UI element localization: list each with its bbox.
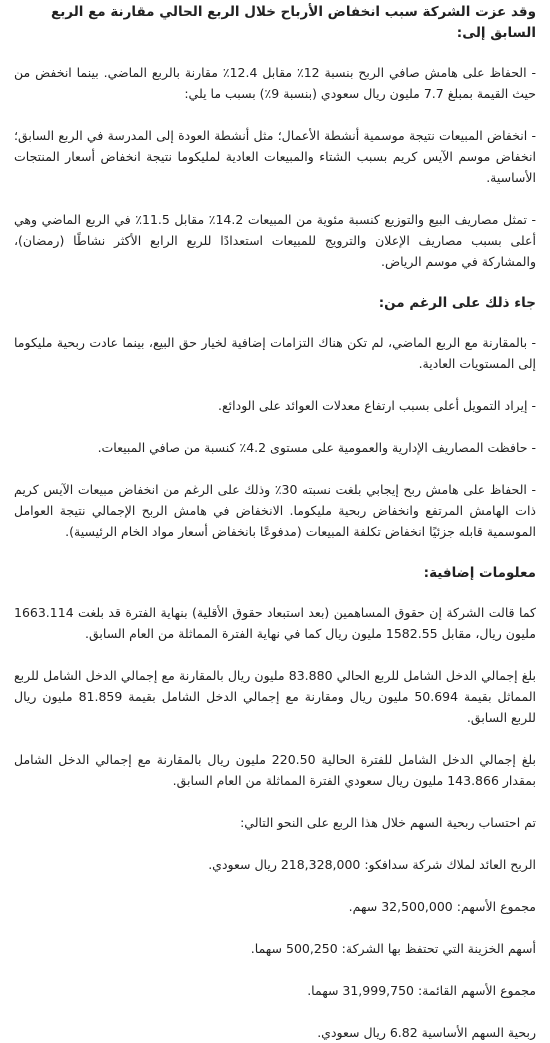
paragraph-treasury-shares: أسهم الخزينة التي تحتفظ بها الشركة: 500,250 سهما.	[250, 941, 536, 956]
paragraph-basic-eps: ربحية السهم الأساسية 6.82 ريال سعودي.	[317, 1025, 536, 1040]
paragraph-attributable-profit: الربح العائد لملاك شركة سدافكو: 218,328,000 ريال سعودي.	[208, 857, 536, 872]
paragraph-quarter-comprehensive-income: بلغ إجمالي الدخل الشامل للربع الحالي 83.880 مليون ريال بالمقارنة مع إجمالي الدخل الشامل للربع المماثل بقيمة 50.694 مليون ريال ومقارنة مع إجمالي الدخل الشامل بقيمة 81.859 مليون ريال للربع السابق.	[14, 668, 536, 725]
paragraph-outstanding-shares: مجموع الأسهم القائمة: 31,999,750 سهما.	[307, 983, 536, 998]
paragraph-net-margin: - الحفاظ على هامش صافي الربح بنسبة 12٪ مقابل 12.4٪ مقارنة بالربع الماضي. بينما انخفض من حيث القيمة بمبلغ 7.7 مليون ريال سعودي (بنسبة 9٪) بسبب ما يلي:	[14, 65, 536, 101]
paragraph-period-comprehensive-income: بلغ إجمالي الدخل الشامل للفترة الحالية 220.50 مليون ريال بالمقارنة مع إجمالي الدخل الشامل بمقدار 143.866 مليون ريال سعودي الفترة المماثلة من العام السابق.	[14, 752, 536, 788]
paragraph-shareholders-equity: كما قالت الشركة إن حقوق المساهمين (بعد استبعاد حقوق الأقلية) بنهاية الفترة قد بلغت 1663.114 مليون ريال، مقابل 1582.55 مليون ريال كما في نهاية الفترة المماثلة من العام السابق.	[14, 605, 536, 641]
section-heading-despite: جاء ذلك على الرغم من:	[378, 295, 536, 311]
section-heading-profit-decline: وقد عزت الشركة سبب انخفاض الأرباح خلال الربع الحالي مقارنة مع الربع السابق إلى:	[51, 4, 536, 41]
paragraph-put-option: - بالمقارنة مع الربع الماضي، لم تكن هناك التزامات إضافية لخيار حق البيع، بينما عادت ربحية مليكوما إلى المستويات العادية.	[14, 335, 536, 371]
paragraph-sales-decline: - انخفاض المبيعات نتيجة موسمية أنشطة الأعمال؛ مثل أنشطة العودة إلى المدرسة في الربع السابق؛ انخفاض موسم الآيس كريم بسبب الشتاء والمبيعات العادية لمليكوما نتيجة انخفاض أسعار المنتجات الأساسية.	[14, 128, 536, 185]
paragraph-selling-expenses: - تمثل مصاريف البيع والتوزيع كنسبة مئوية من المبيعات 14.2٪ مقابل 11.5٪ في الربع الماضي وهي أعلى بسبب مصاريف الإعلان والترويج للمبيعات استعدادًا للربع الرابع الأكثر نشاطًا (رمضان)، والمشاركة في موسم الرياض.	[14, 212, 537, 269]
paragraph-eps-intro: تم احتساب ربحية السهم خلال هذا الربع على النحو التالي:	[240, 815, 536, 830]
paragraph-total-shares: مجموع الأسهم: 32,500,000 سهم.	[348, 899, 536, 914]
paragraph-gross-margin: - الحفاظ على هامش ربح إيجابي بلغت نسبته 30٪ وذلك على الرغم من انخفاض مبيعات الآيس كريم ذات الهامش المرتفع وانخفاض ربحية مليكوما. الانخفاض في هامش الربح الإجمالي نتيجة العوامل الموسمية قابله جزئيًا انخفاض تكلفة المبيعات (مدفوعًا بانخفاض أسعار مواد الخام الرئيسية).	[14, 482, 537, 539]
paragraph-finance-income: - إيراد التمويل أعلى بسبب ارتفاع معدلات العوائد على الودائع.	[218, 398, 536, 413]
paragraph-admin-expenses: - حافظت المصاريف الإدارية والعمومية على مستوى 4.2٪ كنسبة من صافي المبيعات.	[97, 440, 536, 455]
section-heading-additional-info: معلومات إضافية:	[423, 565, 536, 581]
